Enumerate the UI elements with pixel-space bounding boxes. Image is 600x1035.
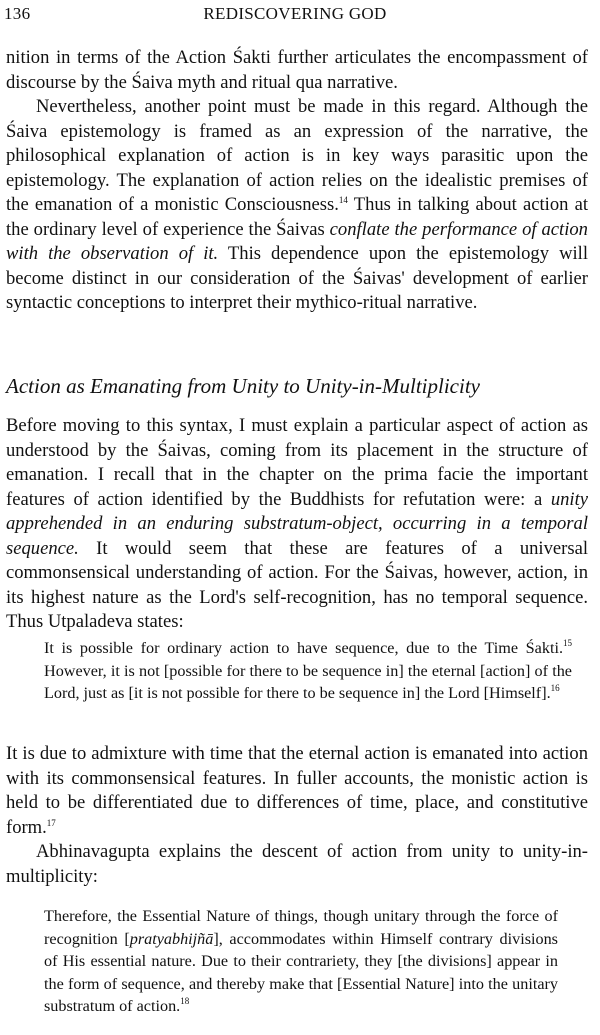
quote-text: However, it is not [possible for there to be sequence in] the eternal [action] of the Lord, just as [it is not possible for there to be sequence in] the Lord [Himself]. bbox=[44, 661, 572, 702]
running-title: REDISCOVERING GOD bbox=[203, 4, 387, 23]
block-quote-abhinavagupta bbox=[44, 905, 558, 1018]
footnote-ref-16: 16 bbox=[550, 683, 560, 693]
sanskrit-term: pratyabhijñā bbox=[129, 929, 214, 948]
paragraph-text: Before moving to this syntax, I must explain a particular aspect of action as understood by the Śaivas, coming from its placement in the structure of emanation. I recall that in the chapter on the prima facie the important features of action identified by the Buddhists for refutation were: a bbox=[6, 415, 588, 510]
footnote-ref-17: 17 bbox=[46, 817, 56, 828]
running-header bbox=[4, 4, 586, 28]
block-quote-utpaladeva bbox=[44, 637, 572, 705]
paragraph-continuation: nition in terms of the Action Śakti further articulates the encompassment of discourse by the Śaiva myth and ritual qua narrative. bbox=[6, 47, 588, 93]
paragraph-nevertheless bbox=[6, 95, 588, 316]
paragraph-text: It would seem that these are features of a universal commonsensical understanding of action. For the Śaivas, however, action, in its highest nature as the Lord's self-recognition, has no temporal sequence. Thus Utpaladeva states: bbox=[6, 537, 588, 632]
section-heading: Action as Emanating from Unity to Unity-in-Multiplicity bbox=[6, 374, 480, 398]
quote-text: It is possible for ordinary action to have sequence, due to the Time Śakti. bbox=[44, 639, 563, 657]
footnote-ref-18: 18 bbox=[180, 996, 190, 1006]
quote-text: Therefore, the Essential Nature of things, though unitary through the force of recognition [ bbox=[44, 907, 558, 948]
opening-paragraphs bbox=[6, 46, 588, 316]
section-paragraph bbox=[6, 414, 588, 635]
admixture-paragraphs bbox=[6, 742, 588, 889]
emphasis-text: conflate the performance of action with the observation of it. bbox=[6, 218, 588, 264]
paragraph-abhinavagupta: Abhinavagupta explains the descent of action from unity to unity-in-multiplicity: bbox=[6, 841, 588, 887]
paragraph-text: It is due to admixture with time that the eternal action is emanated into action with its commonsensical features. In fuller accounts, the monistic action is held to be differentiated due to differences of time, place, and constitutive form. bbox=[6, 743, 588, 838]
paragraph-text: Thus in talking about action at the ordinary level of experience the Śaivas bbox=[6, 194, 588, 240]
quote-text: ], accommodates within Himself contrary divisions of His essential nature. Due to their contrariety, they [the divisions] appear in the form of sequence, and thereby make that [Essential Nature] into the unitary substratum of action. bbox=[44, 929, 558, 1015]
footnote-ref-14: 14 bbox=[338, 195, 348, 205]
paragraph-syntax bbox=[6, 414, 588, 635]
emphasis-text: unity apprehended in an enduring substratum-object, occurring in a temporal sequence. bbox=[6, 488, 588, 559]
paragraph-text: Nevertheless, another point must be made in this regard. Although the Śaiva epistemology is framed as an expression of the narrative, the philosophical explanation of action is in key ways parasitic upon the epistemology. The explanation of action relies on the idealistic premises of the emanation of a monistic Consciousness. bbox=[6, 96, 588, 215]
paragraph-admixture bbox=[6, 742, 588, 840]
paragraph-text: This dependence upon the epistemology will become distinct in our consideration of the Śaivas' development of earlier syntactic conceptions to interpret their mythico-ritual narrative. bbox=[6, 243, 589, 313]
page-number: 136 bbox=[4, 4, 31, 23]
footnote-ref-15: 15 bbox=[563, 638, 572, 648]
